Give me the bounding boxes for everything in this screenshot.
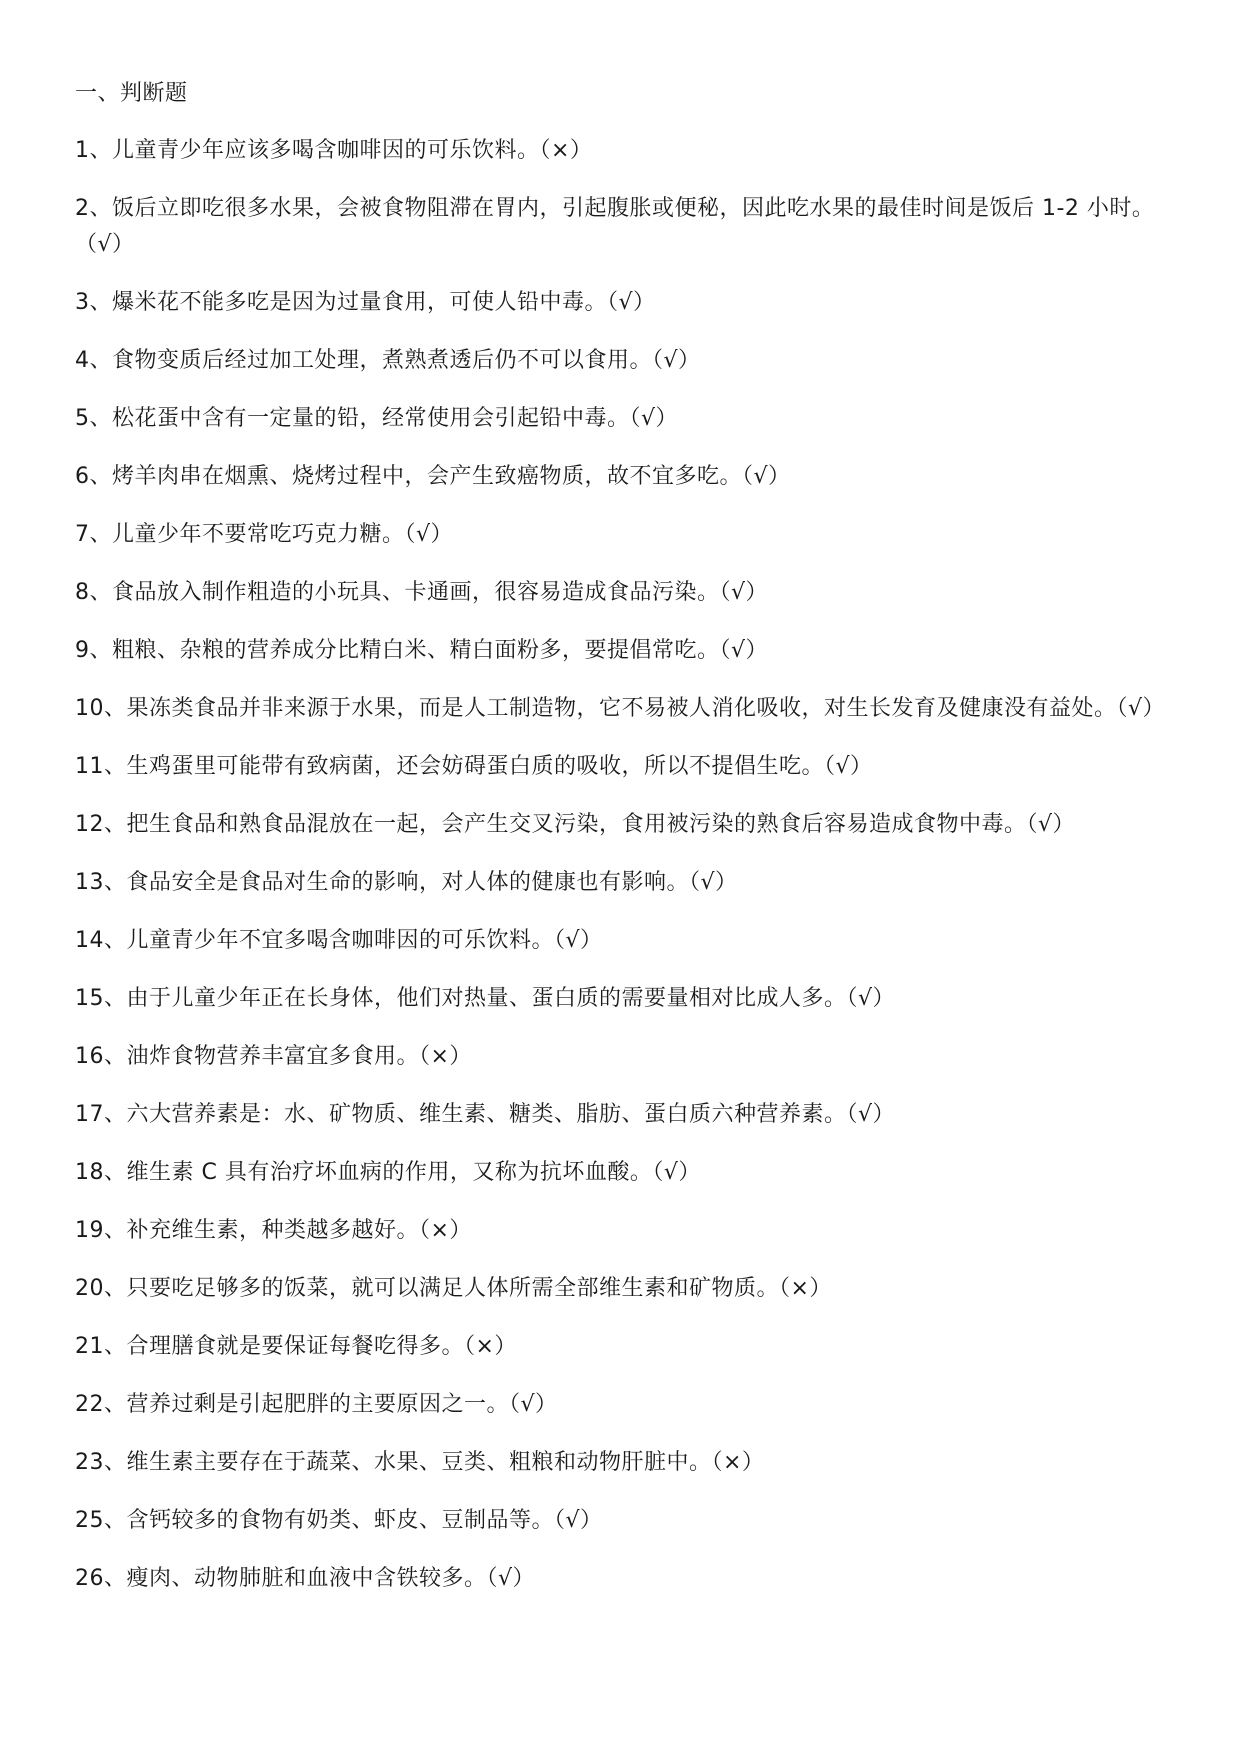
question-item: 3、爆米花不能多吃是因为过量食用，可使人铅中毒。（√） <box>75 290 656 315</box>
question-item: 11、生鸡蛋里可能带有致病菌，还会妨碍蛋白质的吸收，所以不提倡生吃。（√） <box>75 754 873 779</box>
question-item: 7、儿童少年不要常吃巧克力糖。（√） <box>75 522 454 547</box>
question-item: 16、油炸食物营养丰富宜多食用。（×） <box>75 1044 472 1069</box>
question-item: 4、食物变质后经过加工处理，煮熟煮透后仍不可以食用。（√） <box>75 348 701 373</box>
question-item: 1、儿童青少年应该多喝含咖啡因的可乐饮料。（×） <box>75 138 593 163</box>
question-item: 23、维生素主要存在于蔬菜、水果、豆类、粗粮和动物肝脏中。（×） <box>75 1450 765 1475</box>
question-item: 26、瘦肉、动物肺脏和血液中含铁较多。（√） <box>75 1566 536 1591</box>
question-item: 17、六大营养素是：水、矿物质、维生素、糖类、脂肪、蛋白质六种营养素。（√） <box>75 1102 896 1127</box>
question-item: 2、饭后立即吃很多水果，会被食物阻滞在胃内，引起腹胀或便秘，因此吃水果的最佳时间是饭后 1-2 小时。（√） <box>75 196 1155 257</box>
question-item: 15、由于儿童少年正在长身体，他们对热量、蛋白质的需要量相对比成人多。（√） <box>75 986 896 1011</box>
question-item: 22、营养过剩是引起肥胖的主要原因之一。（√） <box>75 1392 558 1417</box>
question-item: 20、只要吃足够多的饭菜，就可以满足人体所需全部维生素和矿物质。（×） <box>75 1276 832 1301</box>
question-item: 8、食品放入制作粗造的小玩具、卡通画，很容易造成食品污染。（√） <box>75 580 769 605</box>
question-item: 12、把生食品和熟食品混放在一起，会产生交叉污染，食用被污染的熟食后容易造成食物中毒。（√） <box>75 812 1076 837</box>
question-item: 13、食品安全是食品对生命的影响，对人体的健康也有影响。（√） <box>75 870 738 895</box>
question-item: 21、合理膳食就是要保证每餐吃得多。（×） <box>75 1334 517 1359</box>
question-item: 19、补充维生素，种类越多越好。（×） <box>75 1218 472 1243</box>
question-item: 6、烤羊肉串在烟熏、烧烤过程中，会产生致癌物质，故不宜多吃。（√） <box>75 464 791 489</box>
question-item: 9、粗粮、杂粮的营养成分比精白米、精白面粉多，要提倡常吃。（√） <box>75 638 769 663</box>
question-item: 5、松花蛋中含有一定量的铅，经常使用会引起铅中毒。（√） <box>75 406 679 431</box>
question-item: 25、含钙较多的食物有奶类、虾皮、豆制品等。（√） <box>75 1508 603 1533</box>
question-item: 18、维生素 C 具有治疗坏血病的作用，又称为抗坏血酸。（√） <box>75 1160 701 1185</box>
section-title: 一、判断题 <box>75 81 188 106</box>
question-item: 14、儿童青少年不宜多喝含咖啡因的可乐饮料。（√） <box>75 928 603 953</box>
question-item: 10、果冻类食品并非来源于水果，而是人工制造物，它不易被人消化吸收，对生长发育及健康没有益处。（√） <box>75 696 1166 721</box>
document-content <box>75 76 1175 1619</box>
